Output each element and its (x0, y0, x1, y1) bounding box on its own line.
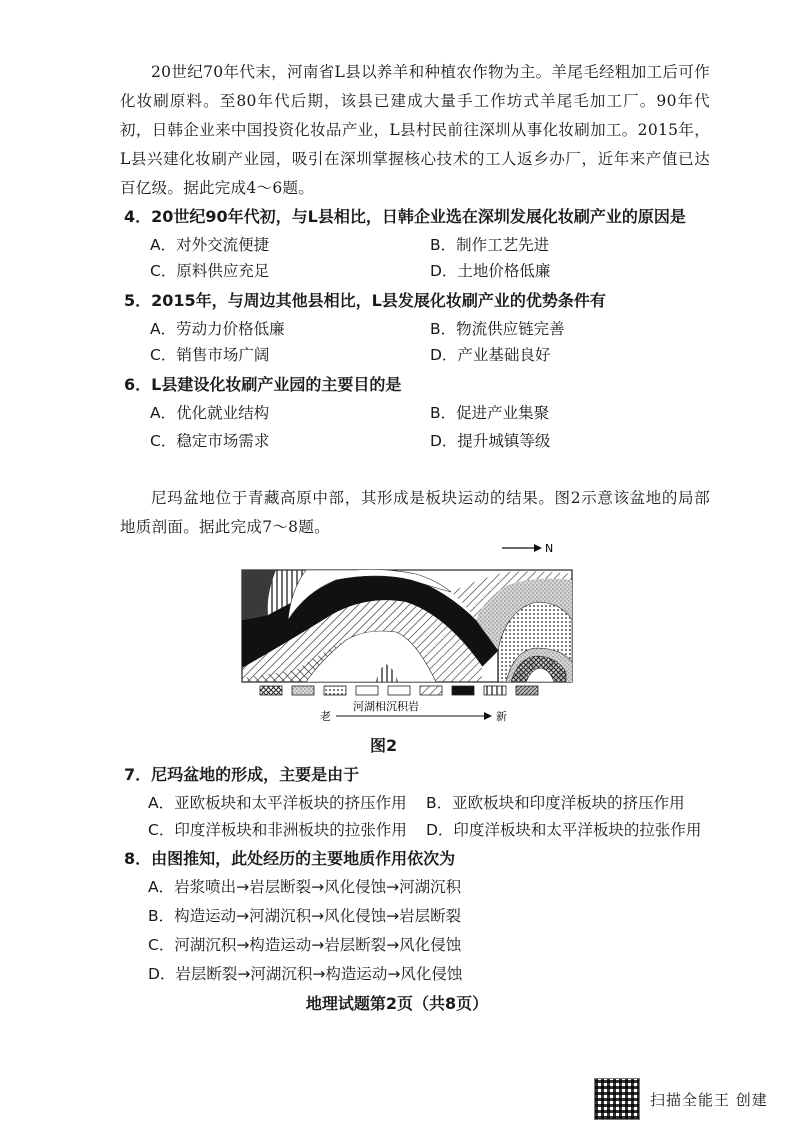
q7-option-c[interactable]: C．印度洋板块和非洲板块的拉张作用 (148, 821, 407, 839)
cross-section-svg (236, 540, 586, 726)
q6-option-c[interactable]: C．稳定市场需求 (150, 432, 270, 450)
q7-option-a[interactable]: A．亚欧板块和太平洋板块的挤压作用 (148, 794, 407, 812)
legend-old-label: 老 (320, 710, 331, 723)
legend-swatch-3 (324, 686, 346, 695)
legend-caption: 河湖相沉积岩 (353, 700, 419, 713)
q5-option-c[interactable]: C．销售市场广阔 (150, 346, 270, 364)
q5-option-a[interactable]: A．劳动力价格低廉 (150, 320, 285, 338)
passage-lxian: 20世纪70年代末，河南省L县以养羊和种植农作物为主。羊尾毛经粗加工后可作化妆刷原料。至80年代后期，该县已建成大量手工作坊式羊尾毛加工厂。90年代初，日韩企业来中国投资化妆品产业，L县村民前往深圳从事化妆刷加工。2015年，L县兴建化妆刷产业园，吸引在深圳掌握核心技术的工人返乡办厂，近年来产值已达百亿级。据此完成4～6题。 (120, 63, 710, 197)
figure-caption: 图2 (370, 736, 398, 755)
q5-option-b[interactable]: B．物流供应链完善 (430, 320, 565, 338)
question-8-stem: 8．由图推知，此处经历的主要地质作用依次为 (124, 849, 456, 868)
qr-code-icon (594, 1078, 640, 1120)
q4-option-c[interactable]: C．原料供应充足 (150, 262, 270, 280)
legend-swatch-8 (484, 686, 506, 695)
page-footer: 地理试题第2页（共8页） (305, 994, 489, 1013)
section-profile (242, 570, 572, 683)
legend-swatch-1 (260, 686, 282, 695)
legend-swatch-6 (420, 686, 442, 695)
question-7-stem: 7．尼玛盆地的形成，主要是由于 (124, 765, 360, 784)
north-arrow-icon (502, 544, 542, 552)
passage-nima-basin: 尼玛盆地位于青藏高原中部，其形成是板块运动的结果。图2示意该盆地的局部地质剖面。据此完成7～8题。 (120, 489, 710, 536)
q4-option-d[interactable]: D．土地价格低廉 (430, 262, 551, 280)
legend-swatch-9 (516, 686, 538, 695)
q6-option-b[interactable]: B．促进产业集聚 (430, 404, 550, 422)
q8-option-d[interactable]: D．岩层断裂→河湖沉积→构造运动→风化侵蚀 (148, 965, 463, 983)
q4-option-b[interactable]: B．制作工艺先进 (430, 236, 550, 254)
q6-option-a[interactable]: A．优化就业结构 (150, 404, 270, 422)
q8-option-c[interactable]: C．河湖沉积→构造运动→岩层断裂→风化侵蚀 (148, 936, 462, 954)
scanner-watermark (594, 1078, 768, 1120)
question-4-stem: 4．20世纪90年代初，与L县相比，日韩企业选在深圳发展化妆刷产业的原因是 (124, 207, 686, 226)
legend-swatch-4 (356, 686, 378, 695)
age-arrow-icon (336, 712, 492, 720)
q7-option-d[interactable]: D．印度洋板块和太平洋板块的拉张作用 (426, 821, 702, 839)
q8-option-b[interactable]: B．构造运动→河湖沉积→风化侵蚀→岩层断裂 (148, 907, 462, 925)
legend-swatch-7 (452, 686, 474, 695)
question-5-stem: 5．2015年，与周边其他县相比，L县发展化妆刷产业的优势条件有 (124, 291, 606, 310)
q4-option-a[interactable]: A．对外交流便捷 (150, 236, 270, 254)
legend (260, 686, 538, 695)
q7-option-b[interactable]: B．亚欧板块和印度洋板块的挤压作用 (426, 794, 685, 812)
legend-swatch-2 (292, 686, 314, 695)
north-label: N (545, 542, 554, 555)
q6-option-d[interactable]: D．提升城镇等级 (430, 432, 551, 450)
legend-swatch-5 (388, 686, 410, 695)
watermark-text: 扫描全能王 创建 (650, 1090, 768, 1109)
q5-option-d[interactable]: D．产业基础良好 (430, 346, 551, 364)
question-6-stem: 6．L县建设化妆刷产业园的主要目的是 (124, 375, 402, 394)
geologic-cross-section-figure (236, 540, 586, 730)
legend-new-label: 新 (496, 710, 507, 723)
q8-option-a[interactable]: A．岩浆喷出→岩层断裂→风化侵蚀→河湖沉积 (148, 878, 462, 896)
